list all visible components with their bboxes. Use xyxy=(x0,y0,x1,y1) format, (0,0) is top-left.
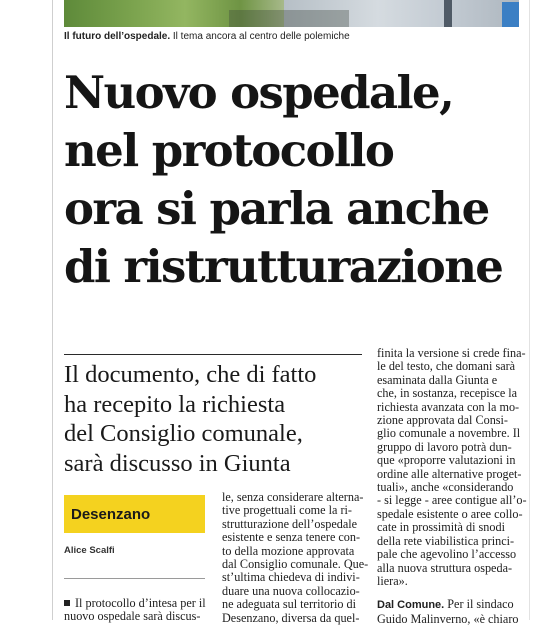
headline-line: di ristrutturazione xyxy=(64,240,503,293)
body-line: le del testo, che domani sarà xyxy=(377,359,516,374)
section-kicker xyxy=(64,495,205,533)
byline-rule xyxy=(64,578,205,579)
body-line: st’ultima chiedeva di indivi- xyxy=(222,570,360,585)
body-line: cate in prossimità di snodi xyxy=(377,520,505,535)
headline xyxy=(64,64,524,296)
hospital-photo xyxy=(64,0,519,27)
body-line: alla nuova struttura ospeda- xyxy=(377,560,513,575)
photo-pole xyxy=(444,0,452,27)
square-bullet-icon xyxy=(64,600,70,606)
body-line: Guido Malinverno, «è chiaro xyxy=(377,611,519,626)
body-line: - si legge - aree contigue all’o- xyxy=(377,493,527,508)
photo-caption xyxy=(64,31,350,42)
page-margin-rule xyxy=(52,0,53,620)
body-line: esaminata dalla Giunta e xyxy=(377,372,498,387)
body-line: ne adeguata sul territorio di xyxy=(222,597,357,612)
caption-bold: Il futuro dell’ospedale. xyxy=(64,31,171,42)
body-line: spedale esistente o aree collo- xyxy=(377,506,523,521)
caption-text: Il tema ancora al centro delle polemiche xyxy=(170,31,350,42)
subheadline xyxy=(64,360,364,478)
body-line: zione approvata dal Consi- xyxy=(377,413,508,428)
body-line xyxy=(64,597,206,610)
page-edge-rule xyxy=(529,0,530,620)
body-line: ordine alle alternative proget- xyxy=(377,466,522,481)
body-line: Desenzano, diversa da quel- xyxy=(222,610,360,625)
body-column-3 xyxy=(377,347,527,626)
subhead-line: del Consiglio comunale, xyxy=(64,420,303,447)
kicker-label: Desenzano xyxy=(71,506,151,523)
body-line: to della mozione approvata xyxy=(222,543,355,558)
body-line: esistente e senza tenere con- xyxy=(222,530,361,545)
body-line: dal Consiglio comunale. Que- xyxy=(222,557,369,572)
headline-line: Nuovo ospedale, xyxy=(64,66,454,119)
body-line: liera». xyxy=(377,573,408,588)
body-line: pale che agevolino l’accesso xyxy=(377,547,517,562)
headline-line: ora si parla anche xyxy=(64,182,489,235)
body-line: che, in sostanza, recepisce la xyxy=(377,386,518,401)
body-line: le, senza considerare alterna- xyxy=(222,490,364,504)
body-line: tuali», anche «considerando xyxy=(377,480,514,495)
body-text: Il protocollo d’intesa per il xyxy=(75,596,206,610)
body-line: nuovo ospedale sarà discus- xyxy=(64,609,201,624)
paragraph-lead: Dal Comune. xyxy=(377,599,445,612)
body-line xyxy=(377,598,527,612)
body-line: que «proporre valutazioni in xyxy=(377,453,516,468)
photo-sign xyxy=(502,2,519,27)
body-line: richiesta avanzata con la mo- xyxy=(377,399,520,414)
body-line: glio comunale a novembre. Il xyxy=(377,426,521,441)
body-column-2 xyxy=(222,491,368,625)
author-byline: Alice Scalfi xyxy=(64,545,115,556)
body-line: strutturazione dell’ospedale xyxy=(222,516,358,531)
body-text: Per il sindaco xyxy=(444,597,514,612)
photo-shadow xyxy=(229,10,349,27)
body-line: duare una nuova collocazio- xyxy=(222,583,360,598)
subhead-line: sarà discusso in Giunta xyxy=(64,449,291,477)
body-line: tive progettuali come la ri- xyxy=(222,503,352,518)
subhead-line: ha recepito la richiesta xyxy=(64,390,286,418)
headline-line: nel protocollo xyxy=(64,124,394,177)
body-line: della rete viabilistica princi- xyxy=(377,533,515,548)
body-line: gruppo di lavoro potrà dun- xyxy=(377,439,512,454)
body-line: finita la versione si crede fina- xyxy=(377,346,526,360)
subhead-rule xyxy=(64,354,362,355)
subhead-line: Il documento, che di fatto xyxy=(64,361,317,388)
